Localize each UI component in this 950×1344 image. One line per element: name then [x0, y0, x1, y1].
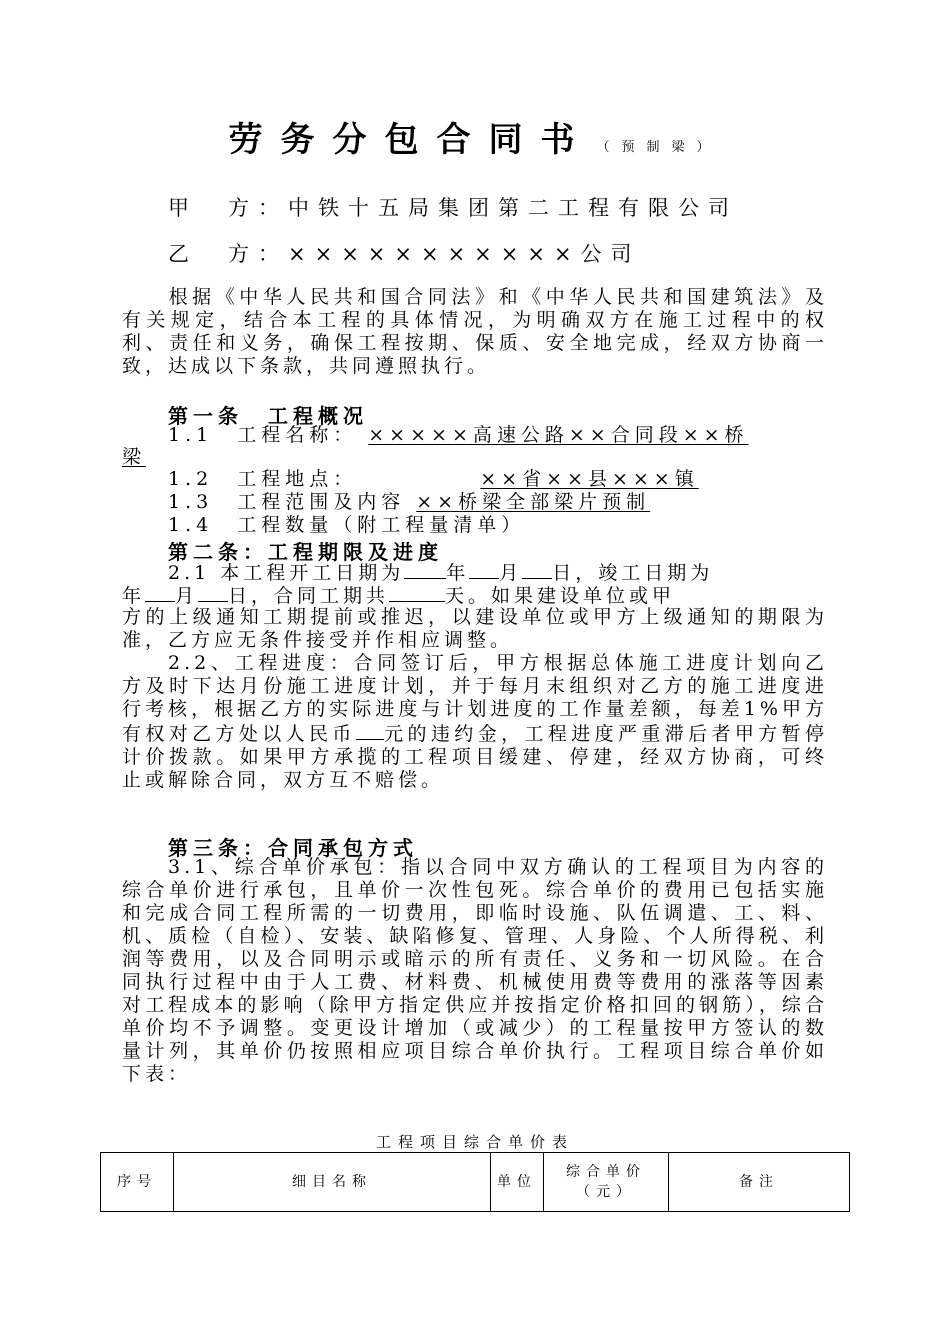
party-a: 甲 方：中铁十五局集团第二工程有限公司: [168, 196, 738, 220]
preamble-text: 根据《中华人民共和国合同法》和《中华人民共和国建筑法》及有关规定，结合本工程的具体情况，为明确双方在施工过程中的权利、责任和义务，确保工程按期、保质、安全地完成，经双方协商一致，达成以下条款，共同遵照执行。: [122, 286, 828, 377]
article1-item2: [168, 468, 699, 491]
preamble-paragraph: [122, 286, 828, 402]
article1-item3: [168, 491, 650, 514]
article1-item4: 1.4 工程数量（附工程量清单）: [168, 514, 526, 536]
table-caption: 工程项目综合单价表: [375, 1133, 574, 1151]
blank-end-month: [145, 583, 175, 602]
table-header-row: [101, 1153, 850, 1212]
article3-p1: 3.1、综合单价承包：指以合同中双方确认的工程项目为内容的综合单价进行承包，且单价一次性包死。综合单价的费用已包括实施和完成合同工程所需的一切费用，即临时设施、队伍调遣、工、料、机、质检（自检）、安装、缺陷修复、管理、人身险、个人所得税、利润等费用，以及合同明示或暗示的所有责任、义务和一切风险。在合同执行过程中由于人工费、材料费、机械使用费等费用的涨落等因素对工程成本的影响（除甲方指定供应并按指定价格扣回的钢筋），综合单价均不予调整。变更设计增加（或减少）的工程量按甲方签认的数量计列，其单价仍按照相应项目综合单价执行。工程项目综合单价如下表：: [122, 856, 828, 1085]
header-remarks: 备注: [669, 1153, 850, 1212]
article2-p1-rest: 方的上级通知工期提前或推迟，以建设单位或甲方上级通知的期限为准，乙方应无条件接受并作相应调整。: [122, 606, 828, 651]
blank-duration-days: [389, 583, 445, 602]
article2-heading: 第二条：工程期限及进度: [168, 540, 443, 564]
blank-penalty-amount: [356, 721, 384, 740]
item3-value: ××桥梁全部梁片预制: [416, 491, 651, 513]
blank-start-day: [522, 560, 552, 579]
title-main: 劳务分包合同书: [228, 120, 593, 160]
article3-heading: 第三条：合同承包方式: [168, 836, 418, 860]
blank-start-month: [469, 560, 499, 579]
document-title: [0, 112, 950, 161]
party-b: 乙 方：×××××××××××公司: [168, 242, 641, 266]
item2-label: 1.2 工程地点：: [168, 468, 358, 490]
article1-heading: 第一条 工程概况: [168, 404, 368, 428]
item1-value-wrap: 梁: [122, 446, 147, 468]
article2-p1-line1: 2.1 本工程开工日期为 年 月 日，竣工日期为: [168, 562, 714, 584]
item3-label: 1.3 工程范围及内容: [168, 491, 406, 513]
blank-end-day: [198, 583, 228, 602]
header-unit-price: 综合单价（元）: [544, 1153, 669, 1212]
header-item-name: 细目名称: [174, 1153, 491, 1212]
header-unit: 单位: [491, 1153, 544, 1212]
item1-label: 1.1 工程名称：: [168, 424, 358, 446]
item1-value: ×××××高速公路××合同段××桥: [368, 424, 749, 446]
article2-p2: 2.2、工程进度：合同签订后，甲方根据总体施工进度计划向乙方及时下达月份施工进度计划，并于每月末组织对乙方的施工进度进行考核，根据乙方的实际进度与计划进度的工作量差额，每差1%甲方有权对乙方处以人民币 元的违约金，工程进度严重滞后者甲方暂停计价拨款。如果甲方承揽的工程项目缓建、停建，经双方协商，可终止或解除合同，双方互不赔偿。: [122, 652, 828, 791]
title-sub: （预制梁）: [596, 140, 722, 155]
article1-item1: [168, 424, 749, 447]
unit-price-table: [100, 1152, 850, 1212]
item2-value: ××省××县×××镇: [480, 468, 699, 490]
blank-start-year: [404, 560, 446, 579]
header-index: 序号: [101, 1153, 174, 1212]
article2-p1-line2: 年 月 日，合同工期共 天。如果建设单位或甲: [122, 585, 676, 607]
